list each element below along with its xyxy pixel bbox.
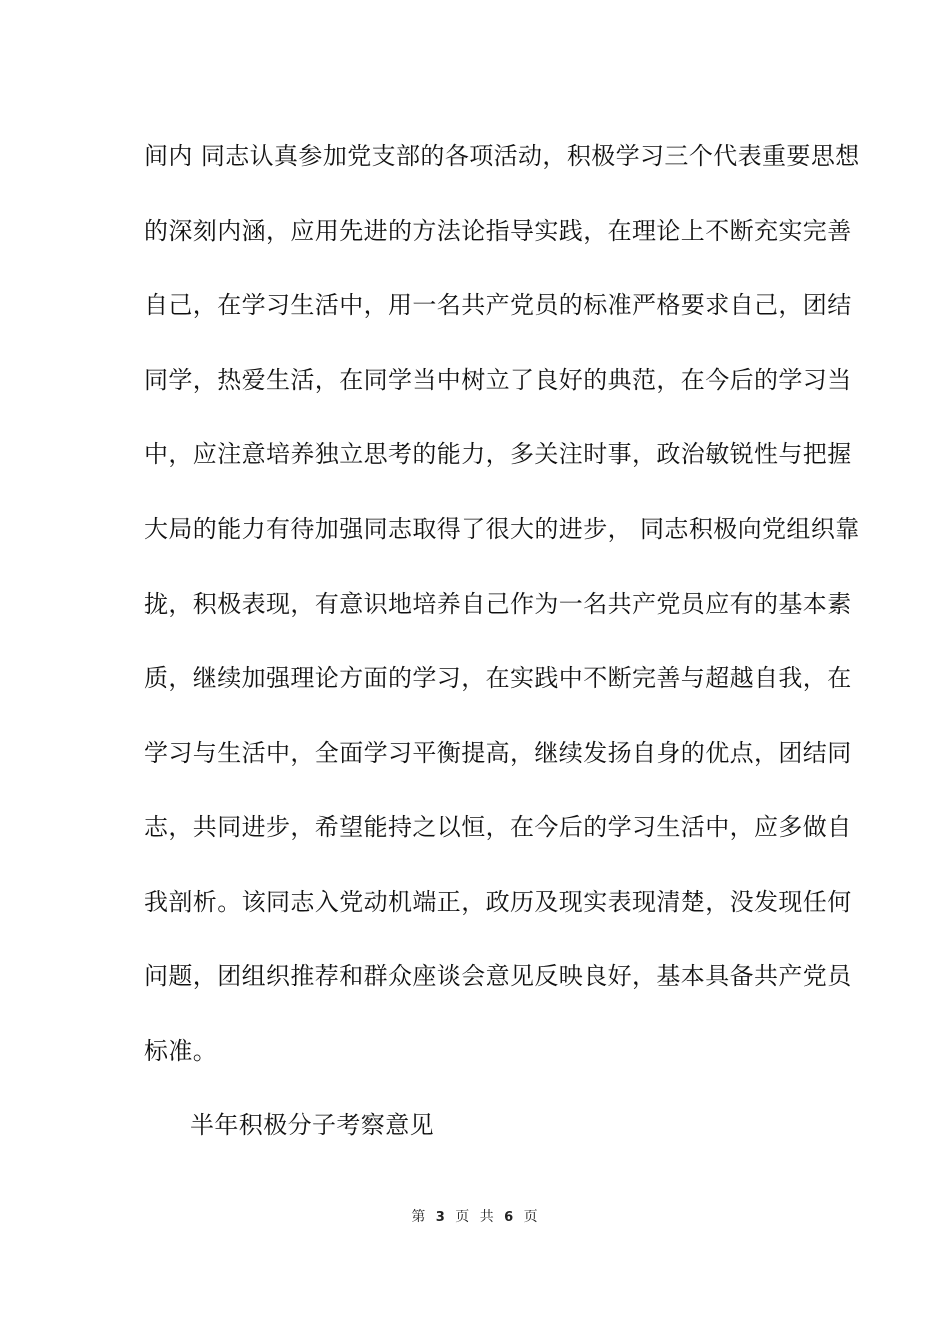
body-line-10: 志，共同进步，希望能持之以恒，在今后的学习生活中，应多做自 bbox=[144, 813, 852, 841]
footer-total-pages: 6 bbox=[504, 1210, 515, 1225]
body-line-8: 质，继续加强理论方面的学习，在实践中不断完善与超越自我，在 bbox=[144, 664, 852, 692]
body-line-3: 自己，在学习生活中，用一名共产党员的标准严格要求自己，团结 bbox=[144, 291, 852, 319]
body-line-1: 间内 同志认真参加党支部的各项活动，积极学习三个代表重要思想 bbox=[144, 142, 860, 170]
body-line-12: 问题，团组织推荐和群众座谈会意见反映良好，基本具备共产党员 bbox=[144, 962, 852, 990]
body-line-11: 我剖析。该同志入党动机端正，政历及现实表现清楚，没发现任何 bbox=[144, 888, 852, 916]
body-line-13: 标准。 bbox=[144, 1037, 218, 1065]
page-footer bbox=[0, 1208, 950, 1227]
body-line-2: 的深刻内涵，应用先进的方法论指导实践，在理论上不断充实完善 bbox=[144, 217, 852, 245]
body-line-4: 同学，热爱生活，在同学当中树立了良好的典范，在今后的学习当 bbox=[144, 366, 852, 394]
footer-prefix: 第 bbox=[411, 1209, 427, 1225]
footer-page-number: 3 bbox=[435, 1210, 446, 1225]
footer-page-unit: 页 bbox=[455, 1209, 471, 1225]
body-line-5: 中，应注意培养独立思考的能力，多关注时事，政治敏锐性与把握 bbox=[144, 440, 852, 468]
body-line-6: 大局的能力有待加强同志取得了很大的进步， 同志积极向党组织靠 bbox=[144, 515, 860, 543]
section-heading: 半年积极分子考察意见 bbox=[190, 1111, 434, 1139]
footer-total-unit: 页 bbox=[523, 1209, 539, 1225]
body-line-7: 拢，积极表现，有意识地培养自己作为一名共产党员应有的基本素 bbox=[144, 590, 852, 618]
body-line-9: 学习与生活中，全面学习平衡提高，继续发扬自身的优点，团结同 bbox=[144, 739, 852, 767]
footer-total-prefix: 共 bbox=[479, 1209, 495, 1225]
